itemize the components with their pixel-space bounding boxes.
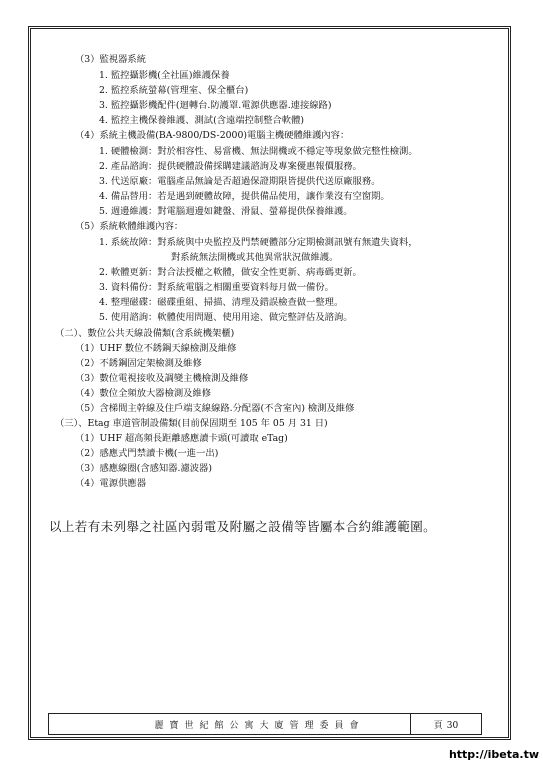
list-item: （1）UHF 數位不銹鋼天線檢測及維修 [75,343,237,354]
watermark: http://ibeta.tw [448,748,539,761]
list-item: （2）不銹鋼固定架檢測及維修 [75,358,202,369]
footer-organization: 麗寶世紀館公寓大廈管理委員會 [154,720,365,731]
section-heading-antenna: （二）、數位公共天線設備類(含系統機架櫃) [55,328,235,339]
list-item: 1. 硬體檢測：對於相容性、易當機、無法開機或不穩定等現象做完整性檢測。 [99,146,418,157]
page-footer [48,713,482,735]
list-item: （1）UHF 超高頻長距離感應讀卡頭(可讀取 eTag) [75,433,288,444]
list-item: （3）感應線圈(含感知器.濾波器) [75,463,212,474]
list-item: 1. 監控攝影機(全社區)維護保養 [99,70,230,81]
list-item: （3）數位電視接收及調變主機檢測及維修 [75,373,249,384]
list-item: 5. 週邊維護：對電腦週邊如鍵盤、滑鼠、螢幕提供保養維護。 [99,206,353,217]
list-item: （2）感應式門禁讀卡機(一進一出) [75,448,219,459]
list-item: 3. 監控攝影機配件(迴轉台.防護罩.電源供應器.連接線路) [99,100,332,111]
list-item: 1. 系統故障：對系統與中央監控及門禁硬體部分定期檢測訊號有無遺失資料， [99,237,418,248]
document-page [28,26,511,740]
list-item: 4. 監控主機保養維護、測試(含遠端控制整合軟體) [99,115,305,126]
list-item: 4. 備品替用：若是遇到硬體故障，提供備品使用，讓作業沒有空窗期。 [99,191,390,202]
list-item-continuation: 對系統無法開機或其他異常狀況做維護。 [171,252,339,263]
list-item: 3. 資料備份：對系統電腦之相關重要資料每月做一備份。 [99,282,334,293]
footer-page [411,718,481,731]
footer-page-label: 頁 [433,720,443,731]
list-item: 2. 監控系統螢幕(管理室、保全櫃台) [99,85,249,96]
list-item: （4）電源供應器 [75,478,146,489]
section-heading-cctv: （3）監視器系統 [75,54,146,65]
footer-page-number: 30 [446,720,459,731]
list-item: （4）數位全頻放大器檢測及維修 [75,388,212,399]
section-heading-etag: （三）、Etag 車道管制設備類(目前保固期至 105 年 05 月 31 日) [55,418,328,429]
section-heading-host-hardware: （4）系統主機設備(BA-9800/DS-2000)電腦主機硬體維護內容： [75,130,350,141]
section-heading-software: （5）系統軟體維護內容： [75,221,184,232]
closing-statement: 以上若有未列舉之社區內弱電及附屬之設備等皆屬本合約維護範圍。 [49,519,437,534]
list-item: 4. 整理磁碟：磁碟重組、掃描、清理及錯誤檢查做一整理。 [99,297,344,308]
list-item: 5. 使用諮詢：軟體使用問題、使用用途、做完整評估及諮詢。 [99,312,353,323]
list-item: 2. 軟體更新：對合法授權之軟體，做安全性更新、病毒碼更新。 [99,267,362,278]
list-item: 3. 代送原廠：電腦產品無論是否超過保證期限皆提供代送原廠服務。 [99,176,381,187]
list-item: （5）含梯間主幹線及住戶端支線線路.分配器(不含室內) 檢測及維修 [75,403,355,414]
list-item: 2. 產品諮詢：提供硬體設備採購建議諮詢及專案優惠報價服務。 [99,161,362,172]
